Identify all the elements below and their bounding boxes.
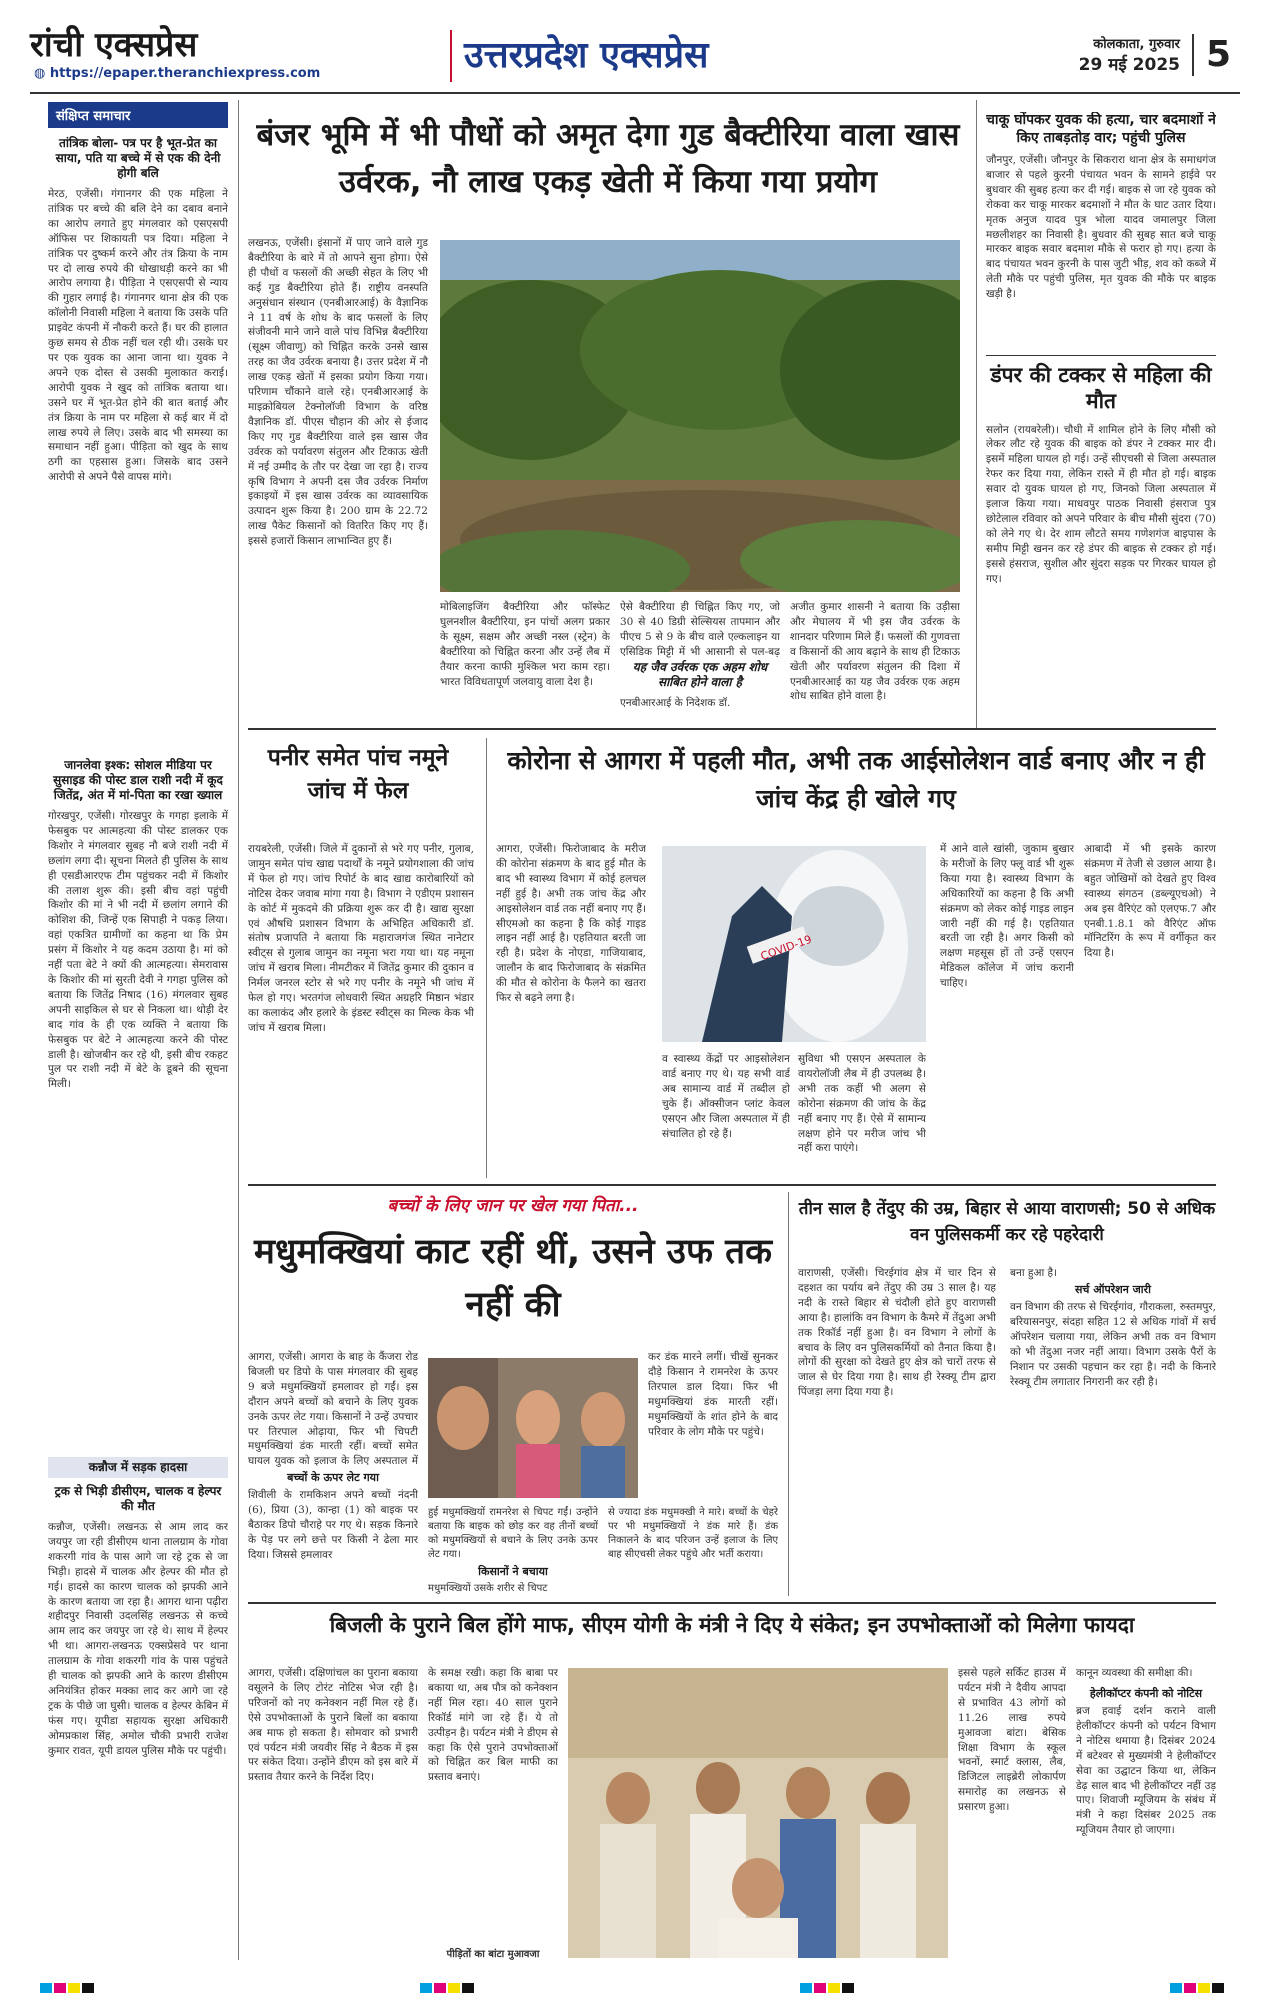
bees-caption-subhead: किसानों ने बचाया xyxy=(478,1565,548,1578)
bees-col1: आगरा, एजेंसी। आगरा के बाह के कैंजरा रोड बिजली घर डिपो के पास मंगलवार की सुबह 9 बजे मधुमक्खियों हमलावर हो गईं। इस दौरान अपने बच्चों को बचाने के लिए युवक उनके ऊपर लेट गया। किसानों ने उन्हें उपचार पर तिरपाल ओढ़ाया, फिर भी चिपटी मधुमक्खियां डंक मारती रहीं। बच्चों समेत घायल युवक को इलाज के लिए अस्पताल में xyxy=(248,1351,418,1468)
electricity-col1: आगरा, एजेंसी। दक्षिणांचल का पुराना बकाया वसूलने के लिए टोरंट नोटिस भेज रही है। परिजनों को नए कनेक्शन नहीं मिल रहे हैं। ऐसे उपभोक्ताओं के पुराने बिलों का बकाया अब माफ हो सकता है। सोमवार को प्रभारी एवं पर्यटन मंत्री जयवीर सिंह ने बैठक में इस पर संकेत दिया। उन्होंने डीएम को इस बारे में प्रस्ताव तैयार करने के निर्देश दिए। xyxy=(248,1667,418,1784)
url-text: https://epaper.theranchiexpress.com xyxy=(49,66,321,81)
paneer-headline: पनीर समेत पांच नमूने जांच में फेल xyxy=(267,745,449,805)
corona-headline: कोरोना से आगरा में पहली मौत, अभी तक आईसोलेशन वार्ड बनाए और न ही जांच केंद्र ही खोले गए xyxy=(507,746,1205,813)
paneer-divider xyxy=(486,738,487,1178)
color-registration-bar xyxy=(40,1978,1230,1988)
covid-tube-label: COVID-19 xyxy=(758,932,814,964)
electricity-headline: बिजली के पुराने बिल होंगे माफ, सीएम योगी के मंत्री ने दिए ये संकेत; इन उपभोक्ताओं को मिलेगा फायदा xyxy=(329,1613,1135,1637)
corona-col3: सुविधा भी एसएन अस्पताल के वायरोलॉजी लैब में ही उपलब्ध है। अभी तक कहीं भी अलग से कोरोना संक्रमण की जांच के केंद्र नहीं बनाए गए हैं। ऐसे में सामान्य लक्षण होने पर मरीज जांच भी नहीं करा पाएंगे। xyxy=(798,1053,926,1155)
bees-photo xyxy=(428,1358,638,1498)
city-day: कोलकाता, गुरुवार xyxy=(1093,37,1180,52)
electricity-col2: के समक्ष रखी। कहा कि बाबा पर बकाया था, अब पौत्र को कनेक्शन नहीं मिल रहा। 40 साल पुराने रिकॉर्ड मांगे जा रहे हैं। ये तो उत्पीड़न है। पर्यटन मंत्री ने डीएम से कहा कि ऐसे पुराने उपभोक्ताओं को चिह्नित कर बिल माफी का प्रस्ताव बनाएं। xyxy=(428,1667,558,1784)
paneer-body: रायबरेली, एजेंसी। जिले में दुकानों से भरे गए पनीर, गुलाब, जामुन समेत पांच खाद्य पदार्थों के नमूने प्रयोगशाला की जांच में फेल हो गए। जांच रिपोर्ट के बाद खाद्य कारोबारियों को नोटिस देकर जवाब मांगा गया है। विभाग ने एडीएम प्रशासन के कोर्ट में मुकदमे की प्रक्रिया शुरू कर दी है। खाद्य सुरक्षा एवं औषधि प्रशासन विभाग के अभिहित अधिकारी डॉ. संतोष प्रजापति ने बताया कि महाराजगंज स्थित नानेटार स्वीट्स से गुलाब जामुन का नमूना भरा गया था। यह नमूना जांच में खराब मिला। नीमटीकर में जितेंद्र कुमार की दुकान व निर्मल जनरल स्टोर से भरे गए पनीर के नमूने भी जांच में फेल हो गए। भरतगंज लोधवारी स्थित अग्रहरि मिष्ठान भंडार का कलाकंद और हलारे के इंडस्ट स्वीट्स का मिल्क केक भी जांच में खराब मिला। xyxy=(248,843,474,1034)
electricity-col4: कानून व्यवस्था की समीक्षा की। xyxy=(1076,1667,1193,1679)
electricity-photo xyxy=(568,1668,948,1958)
corona-photo xyxy=(662,846,926,1042)
masthead xyxy=(0,0,1268,92)
corona-col1: आगरा, एजेंसी। फिरोजाबाद के मरीज की कोरोना संक्रमण के बाद हुई मौत के बाद भी स्वास्थ्य विभाग में कोई हलचल नहीं हुई है। अभी तक जांच केंद्र और आइसोलेशन वार्ड तक नहीं बनाए गए हैं। सीएमओ का कहना है कि कोई गाइड लाइन नहीं आई है। एहतियात बरती जा रही है। प्रदेश के नोएडा, गाजियाबाद, जालौन के बाद फिरोजाबाद के संक्रमित की मौत से कोरोना के फैलने का खतरा फिर से बढ़ने लगा है। xyxy=(496,843,646,1005)
paper-logo: रांची एक्सप्रेस xyxy=(30,25,198,65)
bees-divider xyxy=(788,1192,789,1596)
corona-col5: आबादी में भी इसके कारण संक्रमण में तेजी से उछाल आया है। बहुत जोखिमों को देखते हुए विश्व स्वास्थ्य संगठन (डब्ल्यूएचओ) ने अब इस वैरिएंट को एलएफ.7 और एनबी.1.8.1 को वैरिएंट ऑफ मॉनिटरिंग के रूप में वर्गीकृत कर दिया है। xyxy=(1084,843,1216,960)
bees-col1-subhead: बच्चों के ऊपर लेट गया xyxy=(287,1471,379,1484)
bees-headline: मधुमक्खियां काट रहीं थीं, उसने उफ तक नहीं की xyxy=(254,1232,772,1325)
dumper-headline: डंपर की टक्कर से महिला की मौत xyxy=(990,363,1212,414)
left-column xyxy=(48,102,228,1972)
electricity-col4b: ब्रज हवाई दर्शन कराने वाली हेलीकॉप्टर कंपनी को पर्यटन विभाग ने नोटिस थमाया है। दिसंबर 2024 में बटेश्वर से मुख्यमंत्री ने हेलीकॉप्टर सेवा का उद्घाटन किया था, लेकिन डेढ़ साल बाद भी हेलीकॉप्टर नहीं उड़ पाए। शिवाजी म्यूजियम के संबंध में मंत्री ने कहा दिसंबर 2025 तक म्यूजियम तैयार हो जाएगा। xyxy=(1076,1705,1216,1837)
date-box xyxy=(1050,34,1180,75)
leopard-col2b: वन विभाग की तरफ से चिरईगांव, गौराकला, रुस्तमपुर, बरियासनपुर, संदहा सहित 12 से अधिक गांवों में सर्च ऑपरेशन चलाया गया, लेकिन अभी तक वन विभाग को भी तेंदुआ नजर नहीं आया। विभाग उसके पैरों के निशान पर उसकी पहचान कर रहा है। नदी के किनारे रेस्क्यू टीम लगातार निगरानी कर रही है। xyxy=(1010,1301,1216,1388)
issue-date: 29 मई 2025 xyxy=(1078,55,1180,75)
brief-news-header: संक्षिप्त समाचार xyxy=(48,102,228,128)
bees-col2: कर डंक मारने लगीं। चीखें सुनकर दौड़े किसान ने रामनरेश के ऊपर तिरपाल डाल दिया। फिर भी मधुमक्खियां डंक मारती रहीं। मधुमक्खियों के शांत होने के बाद परिवार के लोग मौके पर पहुंचे। xyxy=(648,1351,778,1438)
section-banner xyxy=(450,30,852,82)
masthead-divider xyxy=(30,92,1240,94)
lead-col3: ऐसे बैक्टीरिया ही चिह्नित किए गए, जो 30 से 40 डिग्री सेल्सियस तापमान और पीएच 5 से 9 के बीच वाले एल्कलाइन या एसिडिक मिट्टी में भी आसानी से पल-बढ़ xyxy=(620,601,780,658)
lead-headline: बंजर भूमि में भी पौधों को अमृत देगा गुड बैक्टीरिया वाला खास उर्वरक, नौ लाख एकड़ खेती में किया गया प्रयोग xyxy=(256,117,960,200)
right-column-divider xyxy=(976,100,977,730)
leopard-col1: वाराणसी, एजेंसी। चिरईगांव क्षेत्र में चार दिन से दहशत का पर्याय बने तेंदुए की उम्र 3 साल है। यह नदी के रास्ते बिहार से चंदौली होते हुए वाराणसी आया है। हालांकि वन विभाग के कैमरे में तेंदुआ अभी तक रिकॉर्ड नहीं हुआ है। वन विभाग ने लोगों के बचाव के लिए वन पुलिसकर्मियों को तैनात किया है। लोगों की सुरक्षा को देखते हुए क्षेत्र को चारों तरफ से जाल से घेर दिया गया है। साथ ही रेस्क्यू टीम द्वारा पिंजड़ा लगा दिया गया है। xyxy=(798,1267,996,1399)
murder-headline: चाकू घोंपकर युवक की हत्या, चार बदमाशों ने किए ताबड़तोड़ वार; पहुंची पुलिस xyxy=(986,112,1216,146)
left-column-divider xyxy=(238,100,239,1960)
corona-bottom-rule xyxy=(248,1184,1216,1186)
lead-col2: मोबिलाइजिंग बैक्टीरिया और फॉस्फेट घुलनशील बैक्टीरिया, इन पांचों अलग प्रकार के सूक्ष्म, सक्षम और अच्छी नस्ल (स्ट्रेन) के बैक्टीरिया को चिह्नित करना और उन्हें लैब में तैयार करना काफी मुश्किल भरा काम रहा। भारत विविधतापूर्ण जलवायु वाला देश है। xyxy=(440,601,610,688)
story-suicide-body: गोरखपुर, एजेंसी। गोरखपुर के गगहा इलाके में फेसबुक पर आत्महत्या की पोस्ट डालकर एक किशोर ने मंगलवार सुबह नौ बजे राशी नदी में छलांग लगा दी। सूचना मिलते ही पुलिस के साथ ही एसडीआरएफ टीम पहुंचकर नदी में किशोर की तलाश शुरू की। इसी बीच वहां पहुंची किशोर की मां ने भी नदी में छलांग लगाने की कोशिश की, जिन्हें एक सिपाही ने पकड़ लिया। वहां एकत्रित ग्रामीणों का कहना था कि प्रेम प्रसंग में किशोर ने यह कदम उठाया है। मां को नहीं पता बेटे ने क्यों की आत्महत्या। सेमरावास के किशोर की मां सुरती देवी ने गगहा पुलिस को बताया कि जितेंद्र निषाद (16) मंगलवार सुबह अपनी साइकिल से घर से निकला था। थोड़ी देर बाद गांव के ही एक व्यक्ति ने बताया कि फेसबुक पर बेटे ने आत्महत्या करने की पोस्ट डाली है। खोजबीन कर रहे थी, इसी बीच रकहट पुल पर राशी नदी में बेटे के डूबने की सूचना मिली। xyxy=(48,810,228,1091)
bees-caption-left: हुई मधुमक्खियों रामनरेश से चिपट गईं। उन्होंने बताया कि बाइक को छोड़ कर वह तीनों बच्चों को मधुमक्खियों से बचाने के लिए उनके ऊपर लेट गया। xyxy=(428,1507,598,1560)
bees-caption-right: से ज्यादा डंक मधुमक्खी ने मारे। बच्चों के चेहरे पर भी मधुमक्खियों ने डंक मारे हैं। डंक निकालने के बाद परिजन उन्हें इलाज के लिए बाह सीएचसी लेकर पहुंचे और भर्ती कराया। xyxy=(608,1507,778,1560)
right-column xyxy=(986,112,1216,728)
electricity-col3: इससे पहले सर्किट हाउस में पर्यटन मंत्री ने दैवीय आपदा से प्रभावित 43 लोगों को 11.26 लाख रुपये मुआवजा बांटा। बेसिक शिक्षा विभाग के स्कूल भवनों, स्मार्ट क्लास, लैब, डिजिटल लाइब्रेरी लोकार्पण समारोह का लखनऊ से प्रसारण हुआ। xyxy=(958,1667,1066,1814)
bees-col1b: शिवीली के रामकिशन अपने बच्चों नंदनी (6), प्रिया (3), कान्हा (1) को बाइक पर बैठाकर डिपो चौराहे पर गए थे। सड़क किनारे के पेड़ पर लगे छत्ते पर किसी ने ढेला मार दिया। जिससे हमलावर xyxy=(248,1489,418,1561)
dumper-body: सलोन (रायबरेली)। चौधी में शामिल होने के लिए मौसी को लेकर लौट रहे युवक की बाइक को डंपर ने टक्कर मार दी। इसमें महिला घायल हो गई। उन्हें सीएचसी से जिला अस्पताल रेफर कर दिया गया, लेकिन रास्ते में ही मौत हो गई। बाइक सवार दो युवक घायल हो गए, जिनको जिला अस्पताल में इलाज किया गया। माधवपुर पाठक निवासी हंसराज पुत्र छोटेलाल रविवार को अपने परिवार के बीच मौसी सुंदरा (70) को लेने गए थे। देर शाम लौटते समय गणेशगंज बाइपास के समीप मिट्टी खनन कर रहे डंपर की बाइक से टक्कर हो गई। इससे हंसराज, सुशील और सुंदरा सड़क पर गिरकर घायल हो गए। xyxy=(986,423,1216,585)
bees-caption-line: मधुमक्खियों उसके शरीर से चिपट xyxy=(428,1583,548,1594)
story-kannauj-kicker: कन्नौज में सड़क हादसा xyxy=(48,1457,228,1478)
story-tantrik-headline: तांत्रिक बोला- पत्र पर है भूत-प्रेत का साया, पति या बच्चे में से एक की देनी होगी बलि xyxy=(55,136,221,180)
leopard-col2: बना हुआ है। xyxy=(1010,1267,1058,1279)
corona-col2: व स्वास्थ्य केंद्रों पर आइसोलेशन वार्ड बनाए गए थे। यह सभी वार्ड अब सामान्य वार्ड में तब्दील हो चुके हैं। ऑक्सीजन प्लांट केवल एसएन और जिला अस्पताल में ही संचालित हो रहे हैं। xyxy=(662,1053,790,1140)
story-kannauj-body: कन्नौज, एजेंसी। लखनऊ से आम लाद कर जयपुर जा रही डीसीएम थाना तालग्राम के गोवा शकरगी गांव के पास आगे जा रहे ट्रक से जा भिड़ी। हादसे में चालक और हेल्पर की मौत हो गई। हादसे का कारण चालक को झपकी आने के कारण बताया जा रहा है। आगरा थाना पढ़ीरा शहीदपुर निवासी उदलसिंह लखनऊ से कच्चे आम लाद कर जयपुर जा रहे थे। साथ में हेल्पर भी था। आगरा-लखनऊ एक्सप्रेसवे पर थाना तालग्राम के गोवा शकरगी गांव के पास पहुंचते ही चालक को झपकी आने के कारण डीसीएम अनियंत्रित होकर मक्का लाद कर आगे जा रहे ट्रक के पीछे जा घुसी। चालक व हेल्पर केबिन में फंस गए। यूपीडा सहायक सुरक्षा अधिकारी ओमप्रकाश सिंह, अमोल चौकी प्रभारी राजेश कुमार रावत, यूपी डायल पुलिस मौके पर पहुंची। xyxy=(48,1521,228,1757)
section-title: उत्तरप्रदेश एक्सप्रेस xyxy=(464,35,709,76)
electricity-photo-caption: पीड़ितों का बांटा मुआवजा xyxy=(446,1949,540,1960)
lead-col4: अजीत कुमार शासनी ने बताया कि उड़ीसा और मेघालय में भी इस जैव उर्वरक के शानदार परिणाम मिले हैं। फसलों की गुणवत्ता व किसानों की आय बढ़ाने के साथ ही टिकाऊ खेती और पर्यावरण संतुलन की दिशा में एनबीआरआई का यह जैव उर्वरक एक अहम शोध साबित होने वाला है। xyxy=(790,601,960,703)
murder-body: जौनपुर, एजेंसी। जौनपुर के सिकरारा थाना क्षेत्र के समाधगंज बाजार से पहले कुरनी पंचायत भवन के सामने हाईवे पर बुधवार की सुबह हत्या कर दी गई। बाइक से जा रहे युवक को रोकवा कर चाकू मारकर बदमाशों ने मौत के घाट उतार दिया। मृतक अनुज यादव पुत्र भोला यादव जमालपुर जिला मछलीशहर का निवासी है। बुधवार की सुबह सात बजे चाकू मारकर बाइक सवार बदमाश मौके से फरार हो गए। हत्या के बाद पंचायत भवन कुरनी के पास जुटी भीड़, शव को कब्जे में लेती मौके पर पहुंची पुलिस, मृत युवक की मौके पर बाइक खड़ी है। xyxy=(986,154,1216,301)
lead-bottom-rule xyxy=(248,728,1216,730)
bees-bottom-rule xyxy=(248,1602,1216,1604)
story-suicide-headline: जानलेवा इश्क: सोशल मीडिया पर सुसाइड की पोस्ट डाल राशी नदी में कूद जितेंद्र, अंत में मां-पिता का रखा ख्याल xyxy=(53,758,223,802)
lead-photo xyxy=(440,240,960,592)
leopard-headline: तीन साल है तेंदुए की उम्र, बिहार से आया वाराणसी; 50 से अधिक वन पुलिसकर्मी कर रहे पहरेदारी xyxy=(798,1199,1216,1246)
lead-pull-byline: एनबीआरआई के निदेशक डॉ. xyxy=(620,697,731,709)
lead-pull-quote: यह जैव उर्वरक एक अहम शोध साबित होने वाला है xyxy=(632,660,768,689)
corona-col4: में आने वाले खांसी, जुकाम बुखार के मरीजों के लिए फ्लू वार्ड भी शुरू किया गया है। स्वास्थ्य विभाग के अधिकारियों का कहना है कि अभी संक्रमण को लेकर कोई गाइड लाइन जारी नहीं की गई है। एहतियात बरती जा रही है। अगर किसी को लक्षण महसूस हों तो उन्हें एसएन मेडिकल कॉलेज में जांच करानी चाहिए। xyxy=(940,843,1074,990)
globe-icon: ◍ xyxy=(34,66,50,81)
story-tantrik-body: मेरठ, एजेंसी। गंगानगर की एक महिला ने तांत्रिक पर बच्चे की बलि देने का दबाव बनाने का आरोप लगाते हुए मंगलवार को एसएसपी ऑफिस पर शिकायती पत्र दिया। महिला ने तांत्रिक पर दुष्कर्म करने और तंत्र क्रिया के नाम पर दो लाख रुपये की धोखाधड़ी करने का भी आरोप लगाया है। पीड़िता ने एसएसपी से न्याय की गुहार लगाई है। गंगानगर थाना क्षेत्र की एक कॉलोनी निवासी महिला ने बताया कि उसके पति प्राइवेट कंपनी में नौकरी करते हैं। घर की हालात कुछ समय से ठीक नहीं चल रही थी। उसके घर पर एक युवक का आना जाना था। युवक ने अपने एक दोस्त से उसकी मुलाकात कराई। आरोपी युवक ने खुद को तांत्रिक बताया था। उसने घर में भूत-प्रेत होने की बात बताई और तंत्र क्रिया के नाम पर महिला से कई बार में दो लाख रुपये ले लिए। उसके बाद भी समस्या का समाधान नहीं हुआ। पीड़िता को खुद के साथ ठगी का एहसास हुआ। जिसके बाद उसने आरोपी से अपने पैसे वापस मांगे। xyxy=(48,188,228,484)
epaper-url[interactable] xyxy=(34,66,320,81)
lead-col1: लखनऊ, एजेंसी। इंसानों में पाए जाने वाले गुड बैक्टीरिया के बारे में तो आपने सुना होगा। ऐसे ही पौधों व फसलों की अच्छी सेहत के लिए भी कई गुड बैक्टीरिया होते हैं। राष्ट्रीय वनस्पति अनुसंधान संस्थान (एनबीआरआई) के वैज्ञानिक ने 11 वर्ष के शोध के बाद फसलों के लिए संजीवनी माने जाने वाले पांच विभिन्न बैक्टीरिया (सूक्ष्म जीवाणु) को चिह्नित करके उनसे खास तरह का जैव उर्वरक बनाया है। उत्तर प्रदेश में नौ लाख एकड़ खेतों में इसका प्रयोग किया गया। परिणाम चौंकाने वाले रहे। एनबीआरआई के माइक्रोबियल टेक्नोलॉजी विभाग के वरिष्ठ वैज्ञानिक डॉ. पीएस चौहान की ओर से ईजाद किए गए गुड बैक्टीरिया वाले इस खास जैव उर्वरक को पर्यावरण संतुलन और टिकाऊ खेती में नई उम्मीद के तौर पर देखा जा रहा है। राज्य कृषि विभाग ने अपनी दस जैव उर्वरक निर्माण इकाइयों में इस खास उर्वरक का व्यावसायिक उत्पादन शुरू किया है। 200 ग्राम के 22.72 लाख पैकेट किसानों को वितरित किए गए हैं। इससे हजारों किसान लाभान्वित हुए हैं। xyxy=(248,237,428,548)
story-kannauj-headline: ट्रक से भिड़ी डीसीएम, चालक व हेल्पर की मौत xyxy=(54,1484,222,1513)
electricity-col4-subhead: हेलीकॉप्टर कंपनी को नोटिस xyxy=(1089,1687,1203,1700)
page-number: 5 xyxy=(1192,34,1231,76)
bees-kicker: बच्चों के लिए जान पर खेल गया पिता... xyxy=(387,1196,639,1216)
right-divider xyxy=(986,355,1216,356)
leopard-col2-subhead: सर्च ऑपरेशन जारी xyxy=(1074,1283,1152,1296)
